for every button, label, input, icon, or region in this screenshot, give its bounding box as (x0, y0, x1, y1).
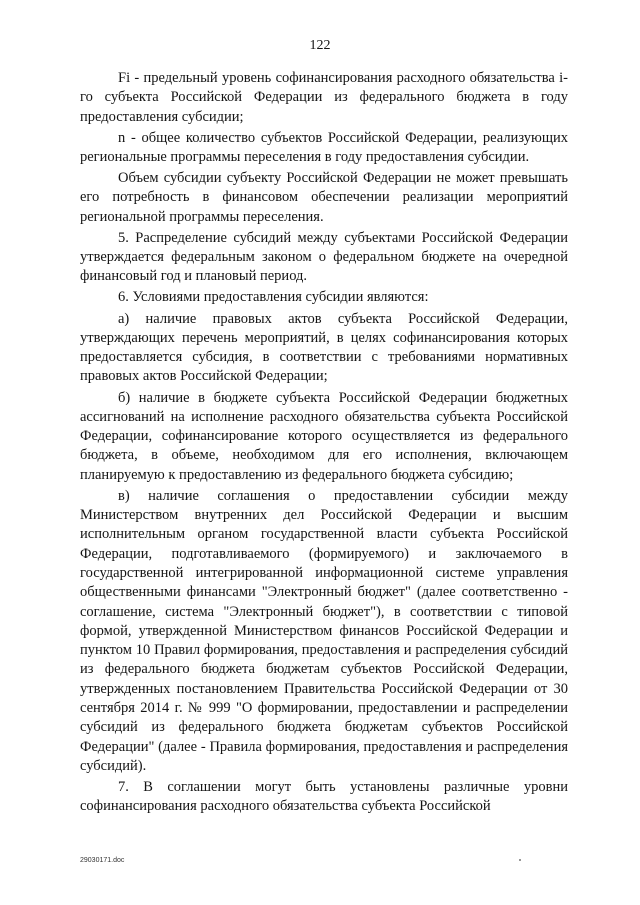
scan-dot (519, 859, 521, 861)
page-number: 122 (309, 38, 331, 53)
paragraph-fi-definition: Fi - предельный уровень софинансирования расходного обязательства i-го субъекта Российской Федерации из федерального бюджета в году предоставления субсидии; (80, 70, 568, 125)
paragraph-item-6b: б) наличие в бюджете субъекта Российской Федерации бюджетных ассигнований на исполнение расходного обязательства субъекта Российской Федерации, софинансирование которого осуществляется из федерального бюджета, в объеме, необходимом для его исполнения, включающем планируемую к предоставлению из федерального бюджета субсидию; (80, 389, 568, 483)
paragraph-item-6: 6. Условиями предоставления субсидии являются: (118, 289, 429, 306)
paragraph-item-5: 5. Распределение субсидий между субъектами Российской Федерации утверждается федеральным законом о федеральном бюджете на очередной финансовый год и плановый период. (80, 229, 568, 285)
body-text (80, 69, 568, 817)
paragraph-item-6v: в) наличие соглашения о предоставлении субсидии между Министерством внутренних дел Российской Федерации и высшим исполнительным органом государственной власти субъекта Российской Федерации, подготавливаемого (формируемого) и заключаемого в государственной интегрированной информационной системе управления общественными финансами "Электронный бюджет" (далее соответственно - соглашение, система "Электронный бюджет"), в соответствии с типовой формой, утвержденной Министерством финансов Российской Федерации и пунктом 10 Правил формирования, предоставления и распределения субсидий из федерального бюджета бюджетам субъектов Российской Федерации, утвержденных постановлением Правительства Российской Федерации от 30 сентября 2014 г. № 999 "О формировании, предоставлении и распределении субсидий из федерального бюджета бюджетам субъектов Российской Федерации" (далее - Правила формирования, предоставления и распределения субсидий). (80, 487, 568, 774)
paragraph-n-definition: n - общее количество субъектов Российской Федерации, реализующих региональные программы переселения в году предоставления субсидии. (80, 129, 568, 165)
footer-file-code: 29030171.doc (80, 857, 125, 864)
paragraph-subsidy-volume: Объем субсидии субъекту Российской Федерации не может превышать его потребность в финансовом обеспечении реализации мероприятий региональной программы переселения. (80, 170, 568, 225)
paragraph-item-7: 7. В соглашении могут быть установлены различные уровни софинансирования расходного обязательства субъекта Российской (80, 779, 568, 815)
paragraph-item-6a: а) наличие правовых актов субъекта Российской Федерации, утверждающих перечень мероприятий, в целях софинансирования которых предоставляется субсидия, в соответствии с требованиями нормативных правовых актов Российской Федерации; (80, 310, 568, 385)
